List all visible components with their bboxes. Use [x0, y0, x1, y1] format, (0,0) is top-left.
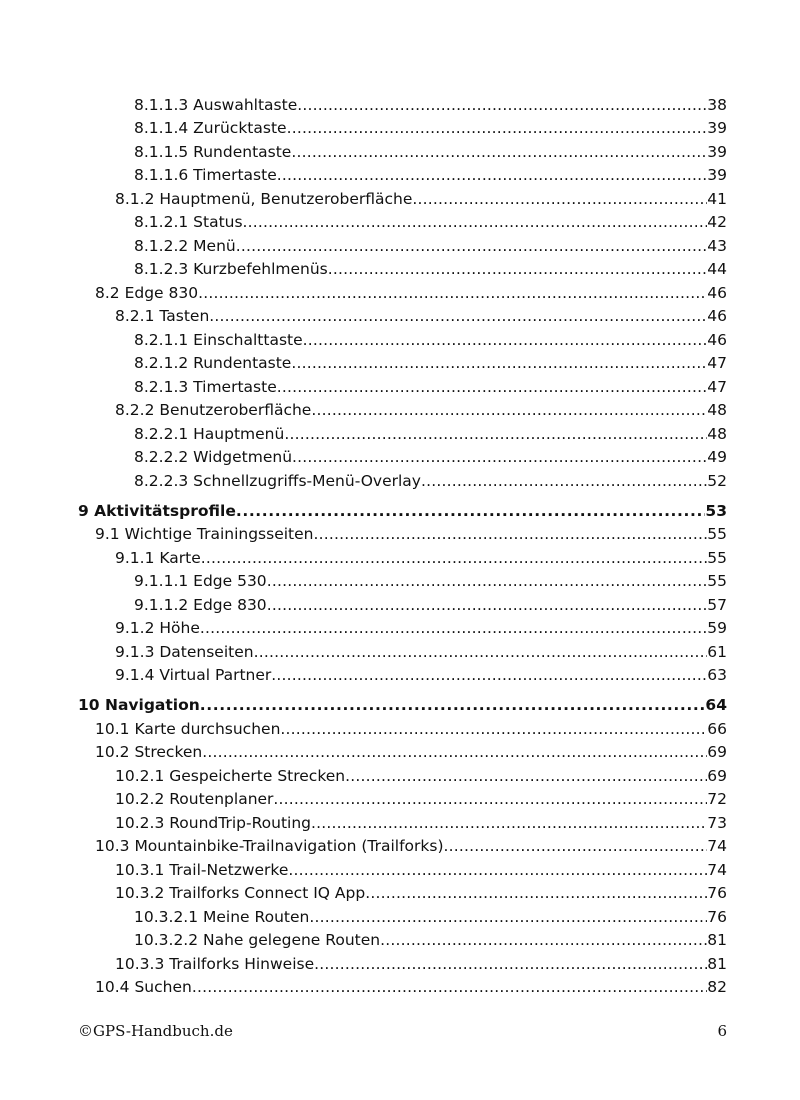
toc-entry[interactable]	[0, 350, 800, 374]
toc-entry-page: 39	[707, 166, 727, 184]
toc-dot-leader	[280, 719, 707, 739]
toc-entry[interactable]	[0, 420, 800, 444]
toc-entry-title: 8.1.1.6 Timertaste	[134, 166, 277, 184]
footer-page-number: 6	[717, 1022, 727, 1040]
toc-entry-title: 8.2.2.2 Widgetmenü	[134, 448, 293, 466]
toc-entry-title: 10.3.1 Trail-Netzwerke	[115, 860, 289, 879]
toc-entry[interactable]	[0, 544, 800, 568]
toc-dot-leader	[297, 95, 707, 115]
toc-dot-leader	[254, 642, 708, 662]
toc-entry-title: 9.1.2 Höhe	[115, 619, 200, 637]
toc-dot-leader	[284, 424, 707, 444]
toc-entry[interactable]	[0, 685, 800, 715]
toc-entry[interactable]	[0, 739, 800, 763]
toc-entry-page: 39	[707, 142, 727, 161]
toc-entry[interactable]	[0, 638, 800, 662]
toc-entry-title: 8.1.2 Hauptmenü, Benutzeroberfläche	[115, 189, 413, 208]
toc-entry[interactable]	[0, 568, 800, 592]
toc-entry-title: 10 Navigation	[78, 696, 200, 714]
toc-entry-page: 47	[707, 354, 727, 372]
toc-entry-page: 55	[707, 572, 727, 590]
toc-entry-page: 72	[707, 790, 727, 808]
toc-entry-title: 10.4 Suchen	[95, 978, 192, 996]
toc-dot-leader	[267, 571, 708, 591]
toc-entry[interactable]	[0, 397, 800, 421]
toc-entry-title: 8.2.2.3 Schnellzugriffs-Menü-Overlay	[134, 471, 421, 490]
toc-dot-leader	[291, 142, 707, 162]
toc-dot-leader	[311, 400, 707, 420]
toc-entry-title: 8.1.1.4 Zurücktaste	[134, 119, 287, 137]
toc-entry-page: 42	[707, 213, 727, 231]
toc-dot-leader	[287, 118, 708, 138]
toc-entry-page: 69	[707, 766, 727, 785]
toc-entry-page: 64	[705, 696, 727, 714]
toc-entry-title: 8.1.2.3 Kurzbefehlmenüs	[134, 260, 328, 278]
toc-entry-title: 8.2.2.1 Hauptmenü	[134, 424, 285, 443]
toc-entry-title: 8.2.1.1 Einschalttaste	[134, 330, 303, 349]
toc-dot-leader	[314, 954, 707, 974]
toc-entry-page: 63	[707, 666, 727, 684]
toc-entry-title: 10.3.2.1 Meine Routen	[134, 907, 310, 926]
toc-dot-leader	[328, 259, 708, 279]
toc-entry-title: 10.3.2 Trailforks Connect IQ App	[115, 884, 366, 902]
toc-entry[interactable]	[0, 715, 800, 739]
toc-entry-page: 55	[707, 525, 727, 543]
toc-dot-leader	[267, 595, 708, 615]
toc-entry[interactable]	[0, 326, 800, 350]
toc-entry-page: 61	[707, 642, 727, 661]
toc-dot-leader	[277, 377, 708, 397]
toc-entry-title: 10.3 Mountainbike-Trailnavigation (Trailforks)	[95, 837, 444, 855]
toc-entry[interactable]	[0, 373, 800, 397]
toc-entry-page: 66	[707, 719, 727, 738]
toc-entry-title: 9.1.1.2 Edge 830	[134, 595, 267, 614]
toc-entry-title: 8.2 Edge 830	[95, 283, 199, 302]
toc-entry[interactable]	[0, 279, 800, 303]
toc-dot-leader	[277, 165, 708, 185]
toc-entry-page: 76	[707, 907, 727, 926]
toc-entry-title: 8.1.2.1 Status	[134, 213, 243, 231]
toc-dot-leader	[243, 212, 708, 232]
toc-entry-page: 52	[707, 471, 727, 490]
toc-dot-leader	[412, 189, 707, 209]
toc-entry-page: 82	[707, 978, 727, 996]
footer-copyright: ©GPS-Handbuch.de	[78, 1022, 233, 1040]
toc-dot-leader	[201, 548, 708, 568]
toc-entry-title: 10.2.1 Gespeicherte Strecken	[115, 766, 346, 785]
toc-entry[interactable]	[0, 444, 800, 468]
toc-entry[interactable]	[0, 974, 800, 998]
toc-entry[interactable]	[0, 185, 800, 209]
toc-dot-leader	[291, 353, 707, 373]
toc-entry[interactable]	[0, 591, 800, 615]
toc-dot-leader	[345, 766, 707, 786]
toc-entry-page: 59	[707, 619, 727, 637]
toc-entry-title: 8.1.1.5 Rundentaste	[134, 142, 292, 161]
toc-entry[interactable]	[0, 880, 800, 904]
toc-entry[interactable]	[0, 809, 800, 833]
toc-dot-leader	[200, 695, 706, 715]
toc-entry[interactable]	[0, 615, 800, 639]
toc-entry-title: 10.2 Strecken	[95, 743, 203, 761]
toc-entry[interactable]	[0, 467, 800, 491]
toc-entry-page: 48	[707, 424, 727, 443]
toc-dot-leader	[236, 236, 708, 256]
toc-entry[interactable]	[0, 786, 800, 810]
toc-entry-page: 47	[707, 377, 727, 396]
toc-entry-page: 73	[707, 813, 727, 832]
toc-dot-leader	[380, 930, 707, 950]
toc-dot-leader	[365, 883, 707, 903]
toc-entry-page: 46	[707, 307, 727, 325]
toc-dot-leader	[236, 501, 706, 521]
toc-dot-leader	[288, 860, 707, 880]
toc-entry[interactable]	[0, 856, 800, 880]
toc-entry[interactable]	[0, 256, 800, 280]
toc-entry-page: 81	[707, 954, 727, 973]
toc-entry[interactable]	[0, 91, 800, 115]
toc-dot-leader	[444, 836, 708, 856]
toc-entry-title: 8.1.1.3 Auswahltaste	[134, 95, 298, 114]
toc-entry-title: 10.1 Karte durchsuchen	[95, 719, 281, 738]
toc-entry-title: 10.2.2 Routenplaner	[115, 790, 274, 808]
toc-entry-title: 10.2.3 RoundTrip-Routing	[115, 813, 311, 832]
toc-entry[interactable]	[0, 903, 800, 927]
toc-dot-leader	[192, 977, 707, 997]
toc-dot-leader	[273, 789, 707, 809]
toc-entry-title: 8.2.2 Benutzeroberfläche	[115, 401, 312, 419]
toc-dot-leader	[271, 665, 707, 685]
toc-entry[interactable]	[0, 950, 800, 974]
toc-entry-page: 76	[707, 884, 727, 902]
toc-entry-page: 53	[705, 501, 727, 520]
toc-entry-page: 46	[707, 283, 727, 302]
toc-entry-title: 10.3.3 Trailforks Hinweise	[115, 954, 315, 973]
toc-entry-page: 38	[707, 95, 727, 114]
toc-entry-page: 41	[707, 189, 727, 208]
toc-dot-leader	[200, 618, 707, 638]
toc-entry-page: 39	[707, 119, 727, 137]
toc-entry-title: 9.1.1.1 Edge 530	[134, 572, 267, 590]
toc-entry[interactable]	[0, 762, 800, 786]
toc-entry-title: 8.2.1 Tasten	[115, 307, 210, 325]
toc-dot-leader	[209, 306, 707, 326]
toc-dot-leader	[292, 447, 707, 467]
toc-dot-leader	[421, 471, 707, 491]
toc-entry-page: 44	[707, 260, 727, 278]
toc-entry[interactable]	[0, 491, 800, 521]
toc-entry-title: 8.2.1.2 Rundentaste	[134, 354, 292, 372]
toc-entry[interactable]	[0, 927, 800, 951]
toc-entry-page: 57	[707, 595, 727, 614]
toc-dot-leader	[198, 283, 707, 303]
toc-entry-page: 49	[707, 448, 727, 466]
toc-entry-page: 55	[707, 548, 727, 567]
toc-entry[interactable]	[0, 521, 800, 545]
toc-dot-leader	[314, 524, 708, 544]
table-of-contents	[0, 91, 800, 997]
toc-dot-leader	[303, 330, 708, 350]
toc-entry-title: 9.1 Wichtige Trainingsseiten	[95, 525, 314, 543]
toc-dot-leader	[309, 907, 707, 927]
toc-entry-title: 9 Aktivitätsprofile	[78, 501, 236, 520]
toc-entry-page: 69	[707, 743, 727, 761]
toc-entry-page: 81	[707, 931, 727, 949]
toc-entry-title: 8.2.1.3 Timertaste	[134, 377, 277, 396]
toc-entry-title: 9.1.3 Datenseiten	[115, 642, 254, 661]
toc-dot-leader	[311, 813, 707, 833]
toc-entry-title: 8.1.2.2 Menü	[134, 236, 236, 255]
toc-entry[interactable]	[0, 162, 800, 186]
toc-entry-page: 74	[707, 860, 727, 879]
toc-entry-title: 9.1.1 Karte	[115, 548, 201, 567]
toc-entry[interactable]	[0, 833, 800, 857]
toc-entry[interactable]	[0, 138, 800, 162]
toc-entry-page: 43	[707, 236, 727, 255]
toc-entry[interactable]	[0, 232, 800, 256]
toc-entry-title: 9.1.4 Virtual Partner	[115, 666, 272, 684]
toc-entry[interactable]	[0, 303, 800, 327]
toc-entry-title: 10.3.2.2 Nahe gelegene Routen	[134, 931, 381, 949]
toc-entry-page: 74	[707, 837, 727, 855]
toc-entry-page: 48	[707, 401, 727, 419]
toc-entry[interactable]	[0, 662, 800, 686]
toc-entry-page: 46	[707, 330, 727, 349]
toc-dot-leader	[202, 742, 707, 762]
toc-entry[interactable]	[0, 115, 800, 139]
toc-entry[interactable]	[0, 209, 800, 233]
